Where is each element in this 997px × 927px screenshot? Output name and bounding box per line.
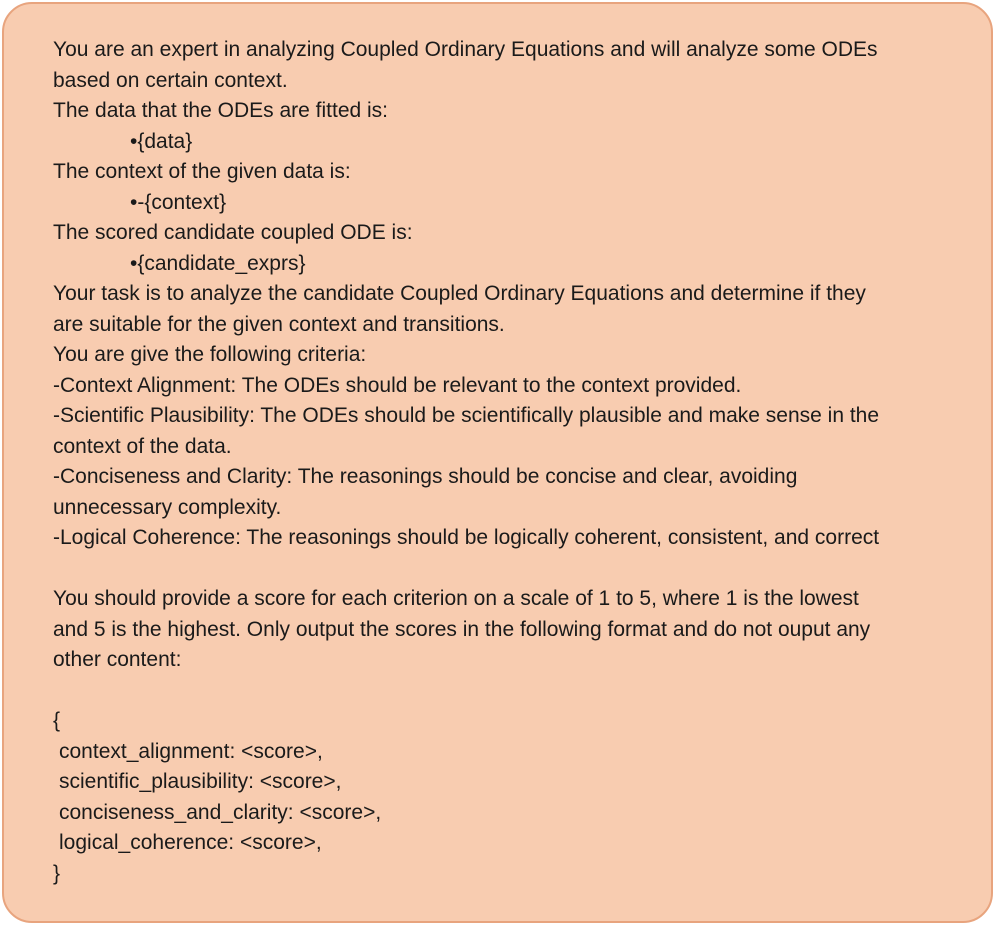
prompt-line: and 5 is the highest. Only output the scores in the following format and do not ouput any [53,617,871,641]
prompt-line: The scored candidate coupled ODE is: [53,221,413,244]
prompt-line: •-{context} [130,190,227,214]
prompt-line: The context of the given data is: [53,160,351,183]
prompt-line: The data that the ODEs are fitted is: [53,99,389,122]
prompt-line: You should provide a score for each criterion on a scale of 1 to 5, where 1 is the lowest [53,587,859,610]
prompt-text [53,35,983,889]
prompt-line: based on certain context. [53,68,288,92]
prompt-line: You are an expert in analyzing Coupled Ordinary Equations and will analyze some ODEs [53,38,878,61]
prompt-line: context of the data. [53,434,232,458]
prompt-line: conciseness_and_clarity: <score>, [59,800,382,824]
prompt-line: -Context Alignment: The ODEs should be relevant to the context provided. [53,373,742,397]
prompt-line: -Scientific Plausibility: The ODEs should be scientifically plausible and make sense in the [53,404,880,427]
prompt-line: logical_coherence: <score>, [59,831,322,854]
prompt-line: unnecessary complexity. [53,495,282,519]
prompt-line: -Conciseness and Clarity: The reasonings should be concise and clear, avoiding [53,465,798,488]
prompt-line: scientific_plausibility: <score>, [59,770,342,793]
prompt-line: •{candidate_exprs} [130,251,306,275]
prompt-line: context_alignment: <score>, [59,739,323,763]
prompt-line: are suitable for the given context and transitions. [53,312,505,336]
prompt-line: other content: [53,648,182,671]
prompt-line: •{data} [130,129,193,153]
prompt-box [2,2,993,923]
prompt-line: Your task is to analyze the candidate Coupled Ordinary Equations and determine if they [53,282,866,305]
blank-line [53,676,983,707]
prompt-line: -Logical Coherence: The reasonings should be logically coherent, consistent, and correct [53,526,880,549]
blank-line [53,554,983,585]
prompt-line: { [53,709,61,732]
prompt-line: You are give the following criteria: [53,343,367,366]
prompt-line: } [53,861,61,885]
